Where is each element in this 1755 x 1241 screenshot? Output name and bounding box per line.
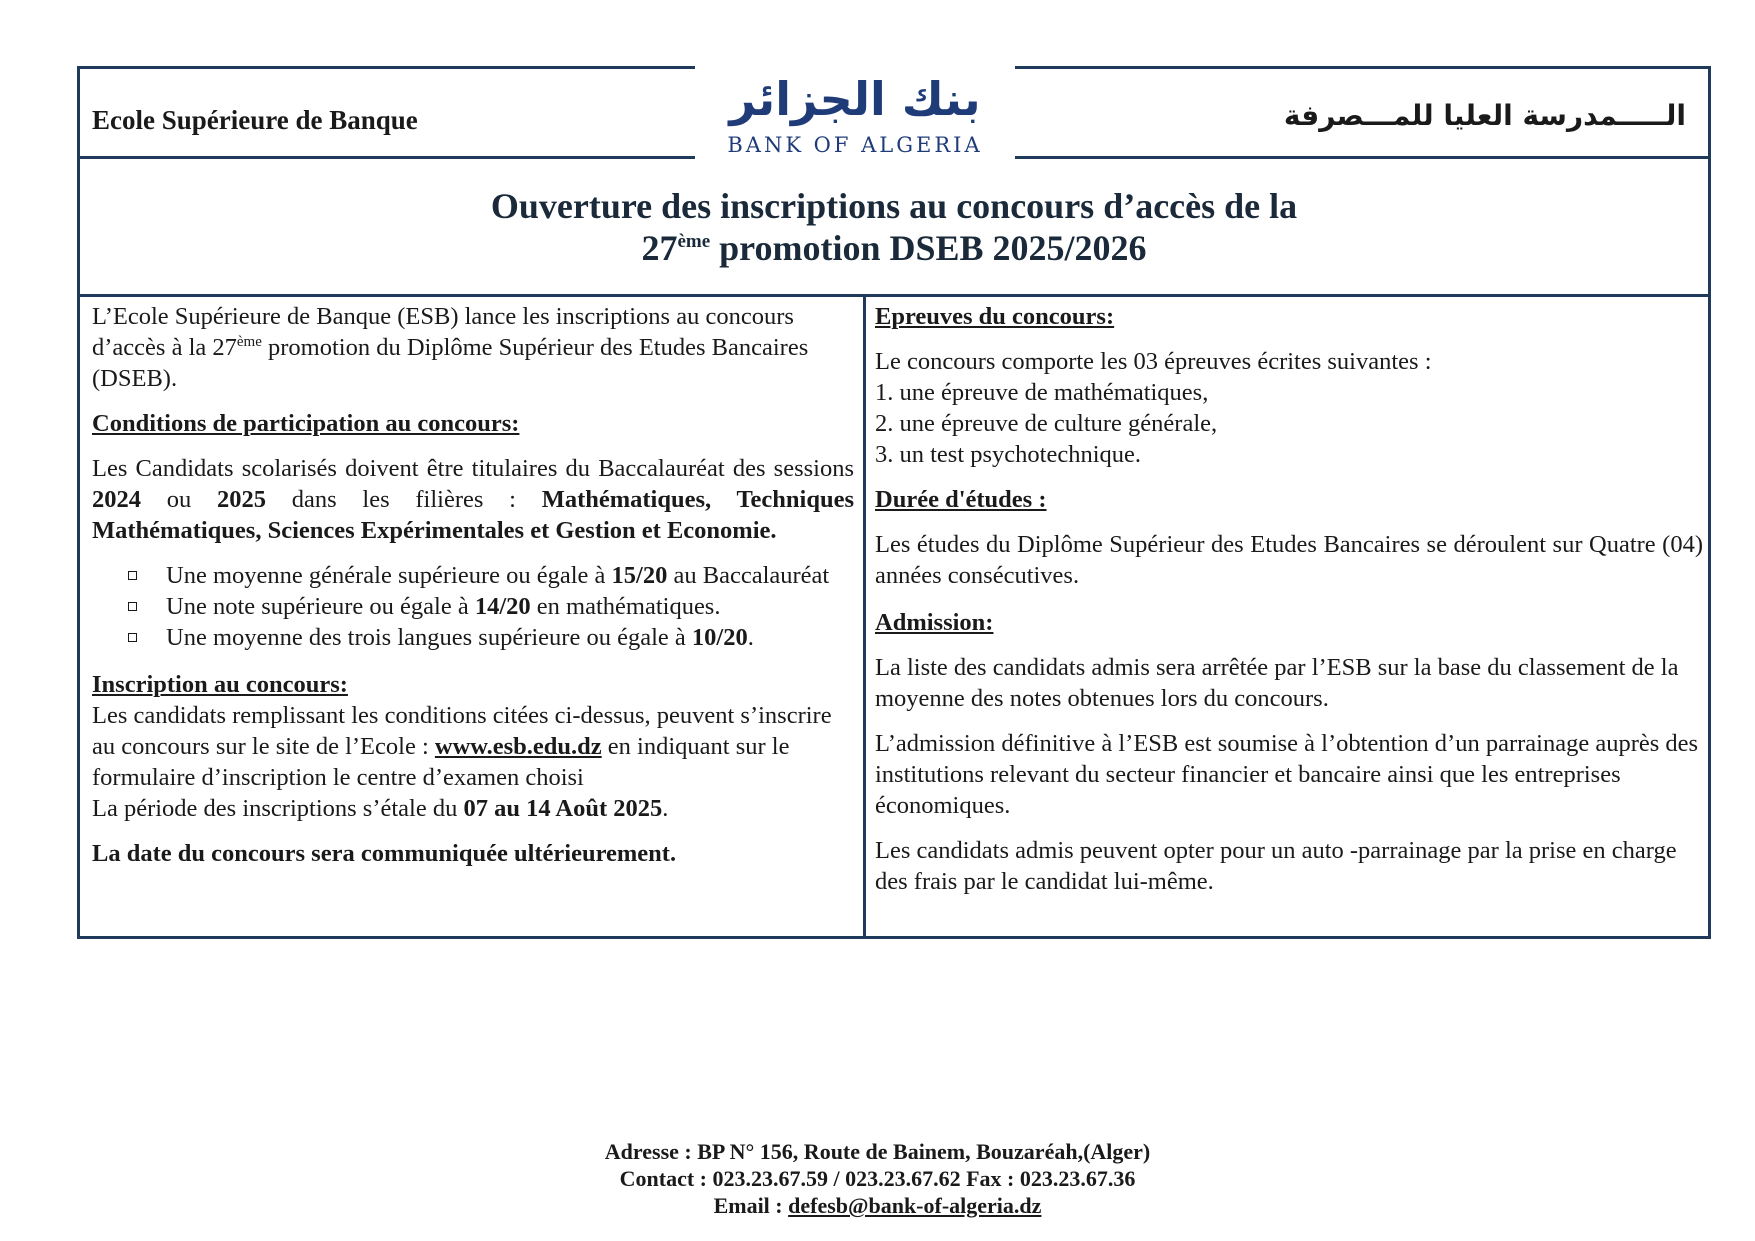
square-bullet-icon [128,602,137,611]
epreuves-intro: Le concours comporte les 03 épreuves écrites suivantes : [875,348,1432,375]
column-divider [863,297,866,939]
page-title-line2: 27ème promotion DSEB 2025/2026 [641,228,1147,268]
footer-contact [0,1138,1755,1219]
inscription-heading: Inscription au concours: [92,671,348,698]
admission-heading: Admission: [875,609,994,636]
title-block [80,159,1708,297]
school-name-ar: الـــــمدرسة العليا للمـــصرفة [1283,99,1686,132]
duree-paragraph: Les études du Diplôme Supérieur des Etudes Bancaires se déroulent sur Quatre (04) années consécutives. [875,531,1703,589]
exam-date-note: La date du concours sera communiquée ultérieurement. [92,840,677,867]
bank-logo-arabic: بنك الجزائر [729,72,981,126]
school-name-fr: Ecole Supérieure de Banque [92,105,418,135]
list-item: 2. une épreuve de culture générale, [875,410,1218,437]
list-item: Une moyenne des trois langues supérieure ou égale à 10/20. [166,622,854,653]
header-row [80,69,1708,159]
list-item: Une moyenne générale supérieure ou égale à 15/20 au Baccalauréat [166,560,854,591]
admission-paragraph-3: Les candidats admis peuvent opter pour un auto -parrainage par la prise en charge des frais par le candidat lui-même. [875,837,1677,895]
bank-logo [695,65,1015,165]
epreuves-heading: Epreuves du concours: [875,303,1115,330]
intro-paragraph: L’Ecole Supérieure de Banque (ESB) lance les inscriptions au concours d’accès à la 27ème promotion du Diplôme Supérieur des Etudes Bancaires (DSEB). [92,303,809,392]
admission-paragraph-1: La liste des candidats admis sera arrêtée par l’ESB sur la base du classement de la moyenne des notes obtenues lors du concours. [875,654,1679,712]
conditions-heading: Conditions de participation au concours: [92,410,520,437]
school-website-link[interactable]: www.esb.edu.dz [434,733,602,760]
inscription-paragraph: Les candidats remplissant les conditions citées ci-dessus, peuvent s’inscrire au concours sur le site de l’Ecole : www.esb.edu.dz en indiquant sur le formulaire d’inscription le centre d’examen choisi La période des inscriptions s’étale du 07 au 14 Août 2025. [92,702,832,822]
page-title-line1: Ouverture des inscriptions au concours d’accès de la [490,186,1298,226]
list-item: 1. une épreuve de mathématiques, [875,379,1209,406]
square-bullet-icon [128,633,137,642]
list-item: 3. un test psychotechnique. [875,441,1142,468]
footer-email-line: Email : defesb@bank-of-algeria.dz [713,1193,1042,1218]
email-link[interactable]: defesb@bank-of-algeria.dz [788,1193,1042,1218]
conditions-list [92,560,854,653]
left-column [92,301,854,869]
square-bullet-icon [128,571,137,580]
conditions-paragraph: Les Candidats scolarisés doivent être titulaires du Baccalauréat des sessions 2024 ou 2025 dans les filières : Mathématiques, Techniques Mathématiques, Sciences Expérimentales et Gestion et Economie. [92,455,855,544]
footer-contact-numbers: Contact : 023.23.67.59 / 023.23.67.62 Fax : 023.23.67.36 [619,1166,1136,1191]
list-item: Une note supérieure ou égale à 14/20 en mathématiques. [166,591,854,622]
right-column [875,301,1703,897]
footer-address: Adresse : BP N° 156, Route de Bainem, Bouzaréah,(Alger) [604,1139,1151,1164]
admission-paragraph-2: L’admission définitive à l’ESB est soumise à l’obtention d’un parrainage auprès des institutions relevant du secteur financier et bancaire ainsi que les entreprises économiques. [875,730,1699,819]
duree-heading: Durée d'études : [875,486,1047,513]
bank-logo-english: BANK OF ALGERIA [727,133,983,157]
announcement-frame [77,66,1711,939]
